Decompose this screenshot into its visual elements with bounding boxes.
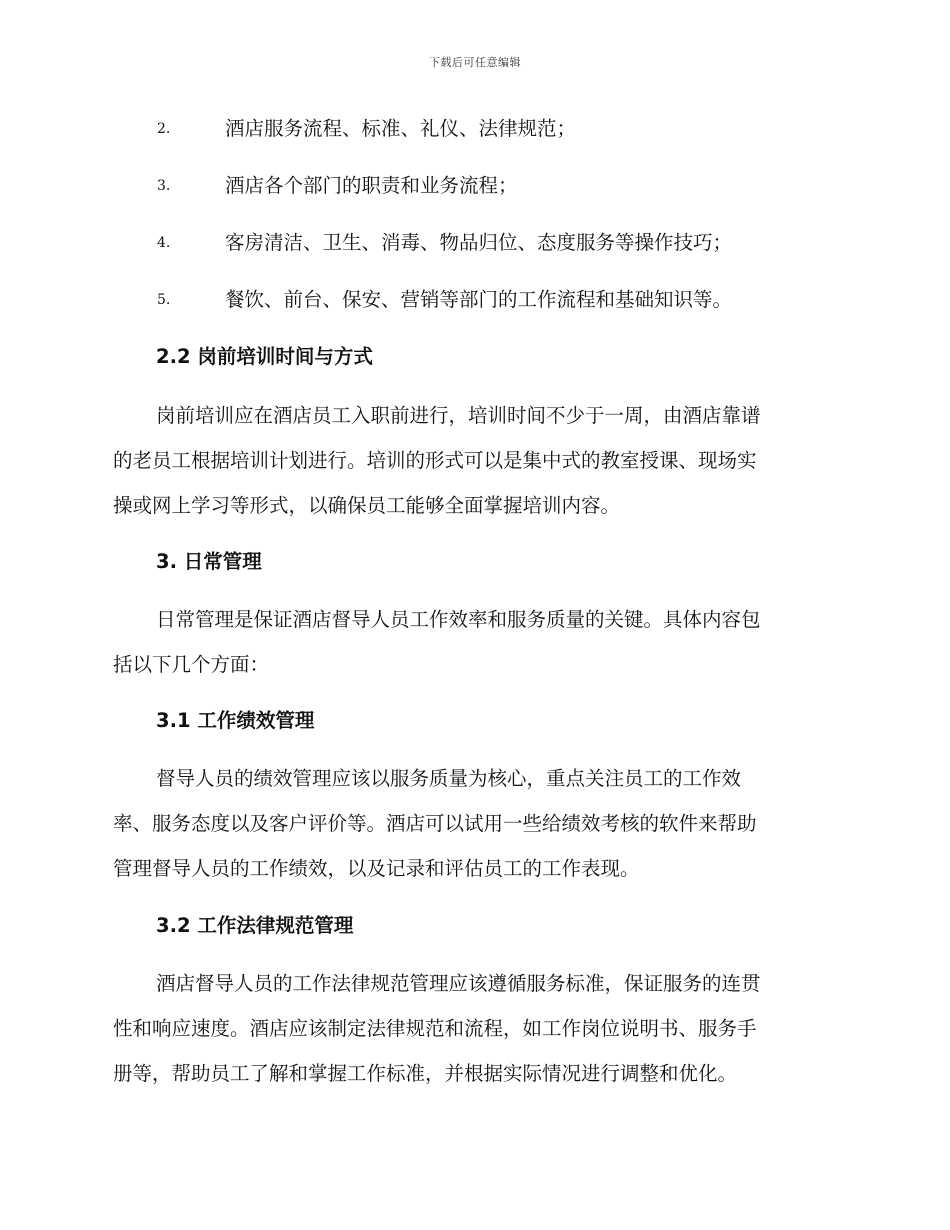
paragraph-line: 管理督导人员的工作绩效，以及记录和评估员工的工作表现。 (113, 857, 640, 880)
paragraph-line: 性和响应速度。酒店应该制定法律规范和流程，如工作岗位说明书、服务手 (113, 1017, 757, 1040)
list-number: 3. (157, 178, 171, 194)
section-paragraph-3 (113, 597, 833, 687)
section-heading-3: 3. 日常管理 (156, 550, 262, 573)
paragraph-line: 册等，帮助员工了解和掌握工作标准，并根据实际情况进行调整和优化。 (113, 1062, 738, 1085)
list-number: 2. (157, 121, 171, 137)
list-item (0, 228, 950, 258)
list-item (0, 285, 950, 315)
section-paragraph-3-2 (113, 961, 833, 1096)
section-paragraph-2-2 (113, 393, 833, 528)
paragraph-line: 操或网上学习等形式，以确保员工能够全面掌握培训内容。 (113, 494, 621, 517)
paragraph-line: 括以下几个方面： (113, 653, 270, 676)
list-text: 客房清洁、卫生、消毒、物品归位、态度服务等操作技巧； (225, 231, 733, 254)
list-number: 5. (157, 292, 171, 308)
paragraph-line: 督导人员的绩效管理应该以服务质量为核心，重点关注员工的工作效 (156, 767, 742, 790)
list-text: 餐饮、前台、保安、营销等部门的工作流程和基础知识等。 (225, 288, 733, 311)
paragraph-line: 酒店督导人员的工作法律规范管理应该遵循服务标准，保证服务的连贯 (156, 972, 761, 995)
paragraph-line: 率、服务态度以及客户评价等。酒店可以试用一些给绩效考核的软件来帮助 (113, 812, 757, 835)
page-header: 下载后可任意编辑 (429, 56, 521, 69)
list-text: 酒店各个部门的职责和业务流程； (225, 174, 518, 197)
list-item (0, 171, 950, 201)
paragraph-line: 日常管理是保证酒店督导人员工作效率和服务质量的关键。具体内容包 (156, 608, 761, 631)
paragraph-line: 岗前培训应在酒店员工入职前进行，培训时间不少于一周，由酒店靠谱 (156, 404, 761, 427)
section-heading-3-2: 3.2 工作法律规范管理 (156, 914, 354, 937)
section-heading-3-1: 3.1 工作绩效管理 (156, 709, 315, 732)
list-text: 酒店服务流程、标准、礼仪、法律规范； (225, 117, 577, 140)
list-item (0, 114, 950, 144)
list-number: 4. (157, 235, 171, 251)
paragraph-line: 的老员工根据培训计划进行。培训的形式可以是集中式的教室授课、现场实 (113, 449, 757, 472)
section-paragraph-3-1 (113, 756, 833, 891)
section-heading-2-2: 2.2 岗前培训时间与方式 (156, 345, 373, 368)
